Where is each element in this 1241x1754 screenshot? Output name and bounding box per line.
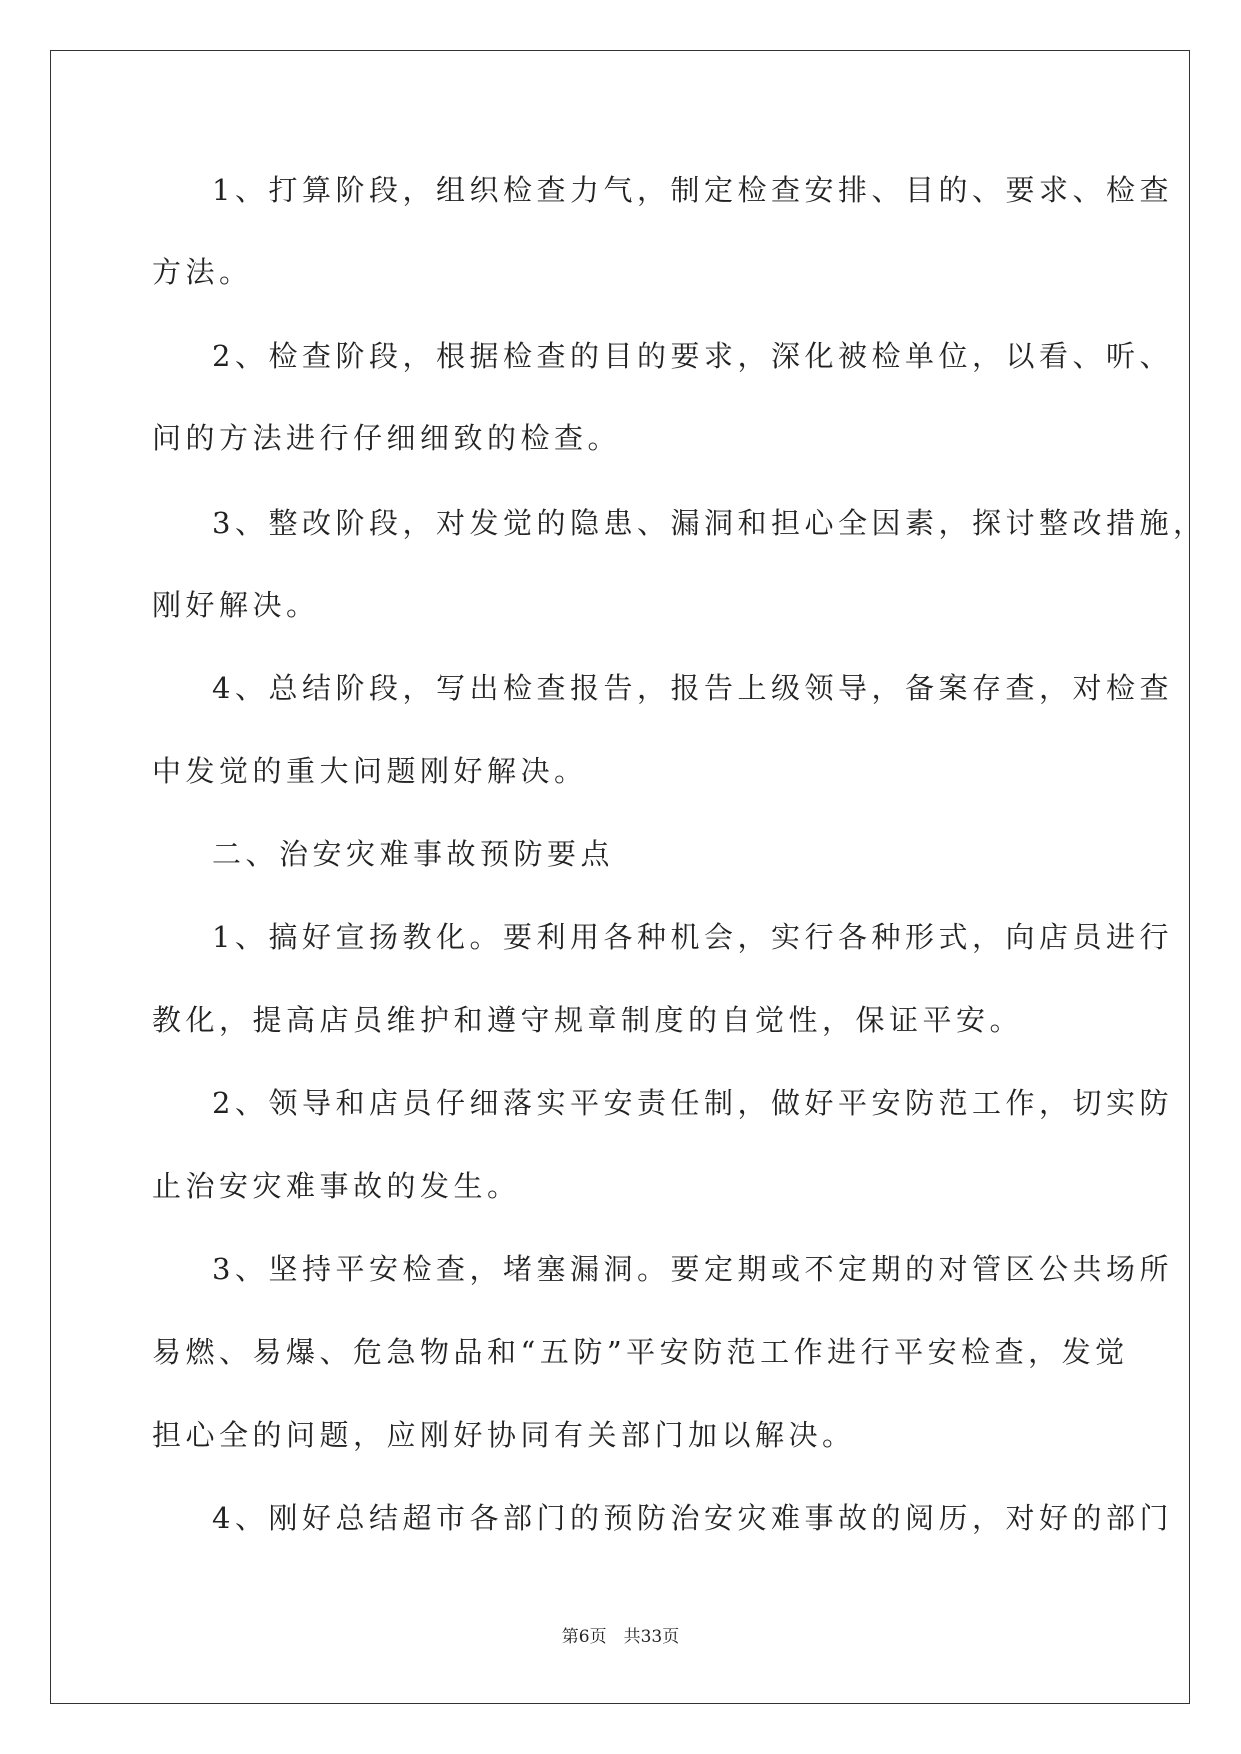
paragraph-line: 教化，提高店员维护和遵守规章制度的自觉性，保证平安。 <box>152 1003 1024 1037</box>
paragraph-line: 4、总结阶段，写出检查报告，报告上级领导，备案存查，对检查 <box>212 671 1173 705</box>
paragraph-line: 4、刚好总结超市各部门的预防治安灾难事故的阅历，对好的部门 <box>212 1501 1173 1535</box>
paragraph-line: 3、整改阶段，对发觉的隐患、漏洞和担心全因素，探讨整改措施， <box>212 506 1207 540</box>
paragraph-line: 问的方法进行仔细细致的检查。 <box>152 421 622 455</box>
paragraph-line: 1、打算阶段，组织检查力气，制定检查安排、目的、要求、检查 <box>212 173 1173 207</box>
paragraph-line: 担心全的问题，应刚好协同有关部门加以解决。 <box>152 1418 856 1452</box>
paragraph-line: 2、检查阶段，根据检查的目的要求，深化被检单位，以看、听、 <box>212 339 1173 373</box>
paragraph-line: 中发觉的重大问题刚好解决。 <box>152 754 588 788</box>
page-footer: 第6页 共33页 <box>561 1627 680 1647</box>
paragraph-line: 1、搞好宣扬教化。要利用各种机会，实行各种形式，向店员进行 <box>212 920 1173 954</box>
paragraph-line: 方法。 <box>152 255 253 289</box>
paragraph-line: 刚好解决。 <box>152 588 320 622</box>
section-heading: 二、治安灾难事故预防要点 <box>212 837 615 871</box>
paragraph-line: 易燃、易爆、危急物品和“五防”平安防范工作进行平安检查，发觉 <box>152 1335 1129 1369</box>
page-border <box>50 50 1190 1704</box>
paragraph-line: 止治安灾难事故的发生。 <box>152 1169 521 1203</box>
paragraph-line: 3、坚持平安检查，堵塞漏洞。要定期或不定期的对管区公共场所 <box>212 1252 1173 1286</box>
paragraph-line: 2、领导和店员仔细落实平安责任制，做好平安防范工作，切实防 <box>212 1086 1173 1120</box>
